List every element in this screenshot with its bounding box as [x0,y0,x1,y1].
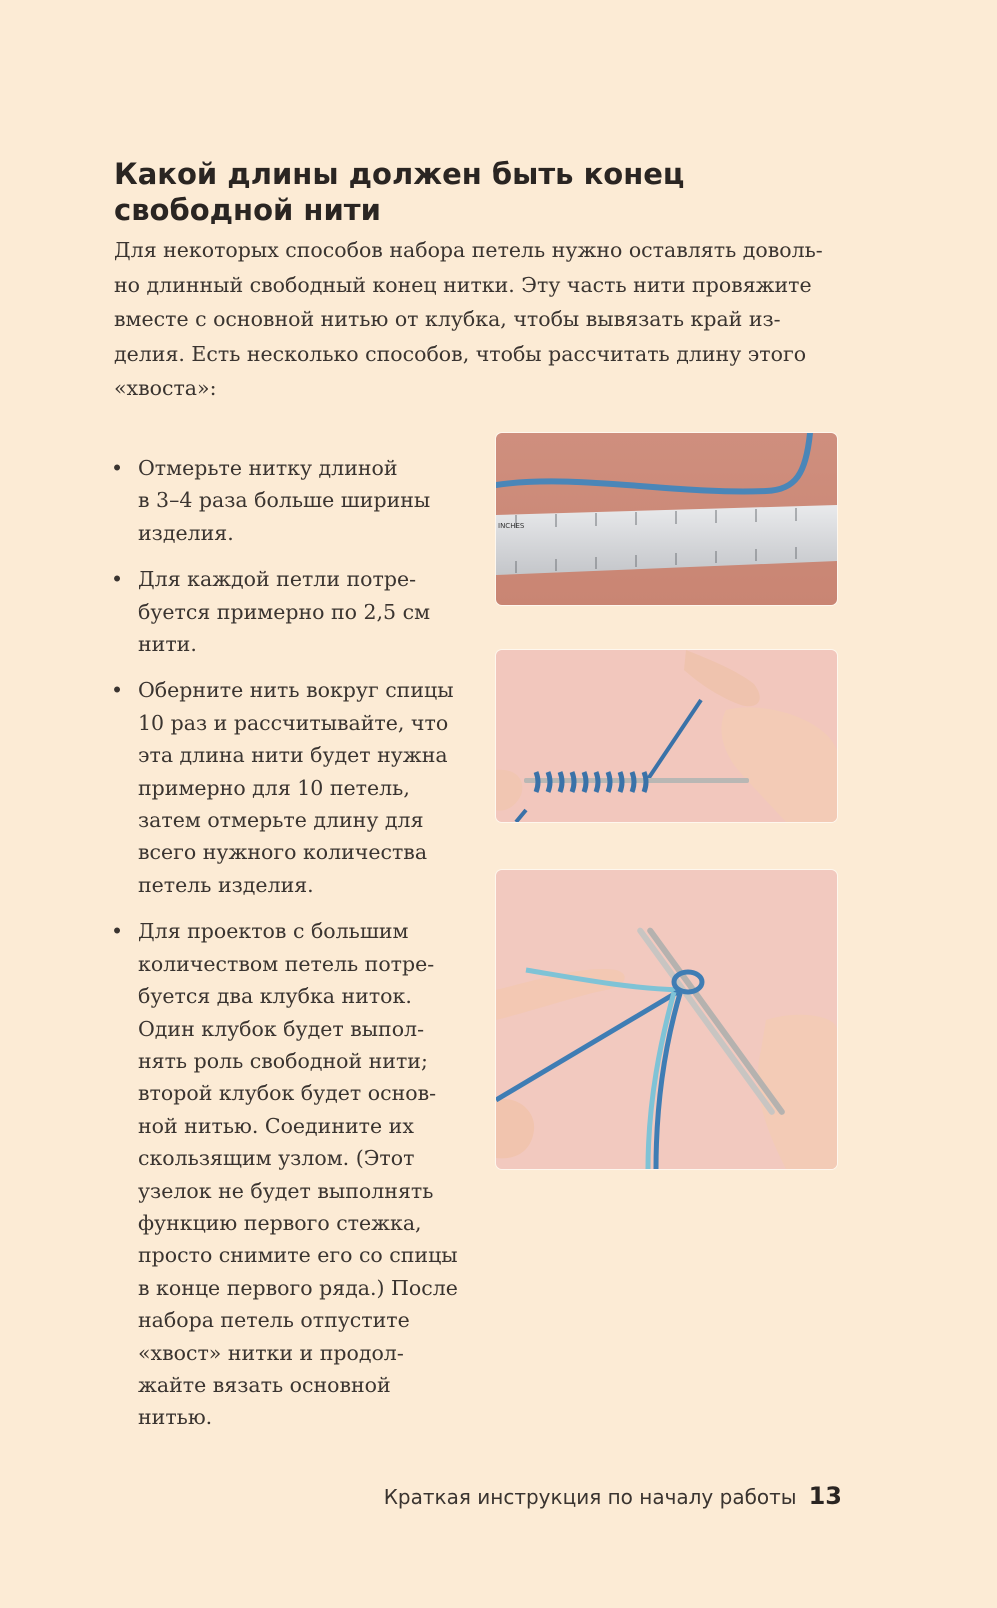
intro-line: но длинный свободный конец нитки. Эту часть нити провяжите [114,272,812,297]
bullet-marker: • [111,567,124,592]
bullet-line: «хвост» нитки и продол- [138,1340,404,1365]
running-title: Краткая инструкция по началу работы [383,1485,797,1509]
bullet-line: 10 раз и рассчитывайте, что [138,710,449,735]
heading-line: свободной нити [114,193,381,227]
bullet-line: узелок не будет выполнять [138,1178,434,1203]
intro-line: Для некоторых способов набора петель нужно оставлять доволь- [114,238,823,262]
intro-paragraph [114,233,854,406]
bullet-item [110,563,470,660]
bullet-line: изделия. [138,520,234,545]
bullet-line: второй клубок будет основ- [138,1081,437,1106]
bullet-list [110,452,470,1434]
photo-yarn-ruler [496,433,837,605]
bullet-line: нитью. [138,1405,213,1430]
yarn-ruler-illustration [496,433,837,605]
two-strands-illustration [496,870,837,1169]
intro-line: вместе с основной нитью от клубка, чтобы вывязать край из- [114,307,781,332]
section-heading [114,156,874,228]
bullet-line: эта длина нити будет нужна [138,743,448,768]
bullet-line: Для проектов с большим [138,919,409,944]
page-footer [384,1482,842,1510]
bullet-line: Для каждой петли потре- [138,567,417,592]
bullet-line: петель изделия. [138,872,314,897]
photo-two-strands [496,870,837,1169]
bullet-item [110,674,470,901]
page-number: 13 [808,1482,842,1510]
bullet-line: в конце первого ряда.) После [138,1275,458,1300]
bullet-line: всего нужного количества [138,840,428,865]
bullet-line: в 3–4 раза больше ширины [138,488,431,513]
bullet-line: затем отмерьте длину для [138,808,424,833]
bullet-line: просто снимите его со спицы [138,1243,458,1268]
bullet-line: функцию первого стежка, [138,1210,422,1235]
bullet-line: примерно для 10 петель, [138,775,410,800]
heading-line: Какой длины должен быть конец [114,157,685,191]
bullet-line: ной нитью. Соедините их [138,1113,414,1138]
bullet-line: нять роль свободной нити; [138,1048,428,1073]
ruler-label: INCHES [498,522,525,530]
bullet-item [110,915,470,1434]
bullet-line: нити. [138,632,197,657]
photo-casting-on [496,650,837,822]
bullet-line: набора петель отпустите [138,1308,410,1333]
bullet-marker: • [111,919,124,944]
bullet-line: Отмерьте нитку длиной [138,456,398,480]
casting-on-illustration [496,650,837,822]
bullet-line: буется примерно по 2,5 см [138,599,431,624]
bullet-line: Один клубок будет выпол- [138,1016,425,1041]
bullet-line: буется два клубка ниток. [138,984,412,1009]
bullet-marker: • [111,456,124,480]
bullet-item [110,452,470,549]
intro-line: делия. Есть несколько способов, чтобы рассчитать длину этого [114,341,807,366]
bullet-line: Оберните нить вокруг спицы [138,678,454,703]
intro-line: «хвоста»: [114,376,217,401]
bullet-line: количеством петель потре- [138,951,435,976]
bullet-line: жайте вязать основной [138,1372,391,1397]
bullet-marker: • [111,678,124,703]
bullet-line: скользящим узлом. (Этот [138,1146,415,1171]
